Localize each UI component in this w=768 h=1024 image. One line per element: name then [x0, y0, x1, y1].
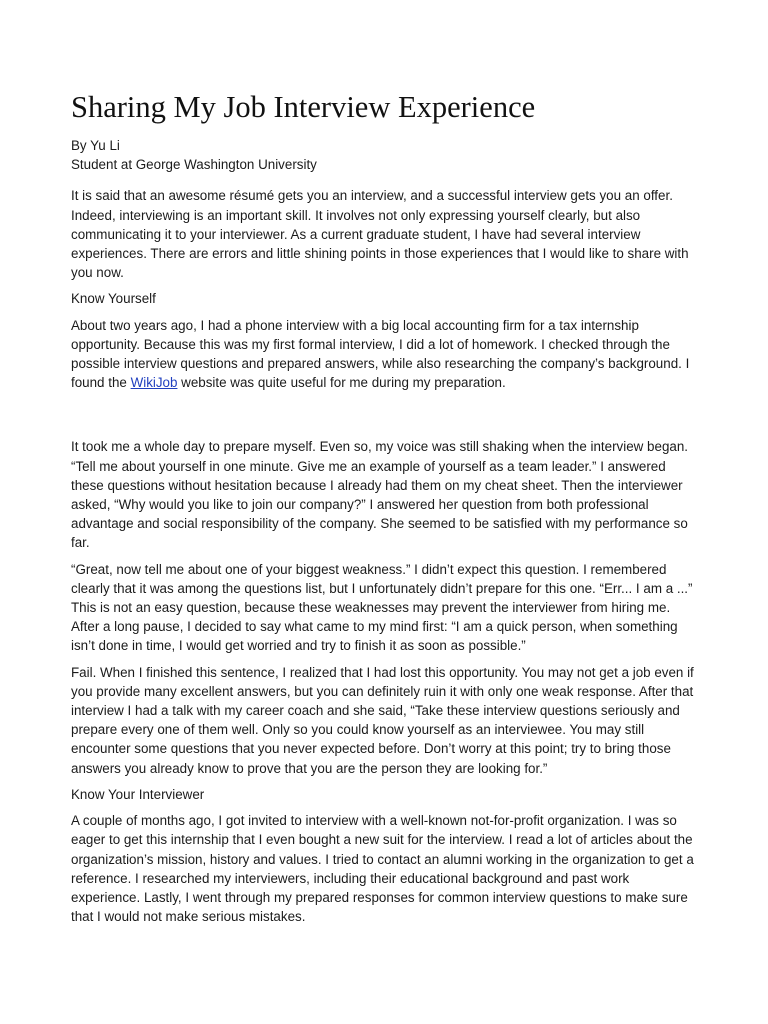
byline: [71, 136, 701, 174]
paragraph-text: About two years ago, I had a phone interview with a big local accounting firm for a tax internship opportunity. Because this was my first formal interview, I did a lot of homework. I checked through the possible interview questions and prepared answers, while also researching the company’s background. I found the: [71, 317, 690, 391]
paragraph-phone-interview: [71, 316, 701, 393]
intro-paragraph: It is said that an awesome résumé gets you an interview, and a successful interview gets you an offer. Indeed, interviewing is an important skill. It involves not only expressing yourself clearly, but also communicating it to your interviewer. As a current graduate student, I have had several interview experiences. There are errors and little shining points in those experiences that I would like to share with you now.: [71, 188, 689, 281]
paragraph-preparation: It took me a whole day to prepare myself. Even so, my voice was still shaking when the interview began. “Tell me about yourself in one minute. Give me an example of yourself as a team leader.” I answered these questions without hesitation because I already had them on my cheat sheet. Then the interviewer asked, “Why would you like to join our company?” I answered her question from both professional advantage and social responsibility of the company. She seemed to be satisfied with my performance so far.: [71, 439, 689, 551]
author-affiliation: Student at George Washington University: [71, 157, 317, 173]
wikijob-link[interactable]: WikiJob: [130, 375, 178, 391]
article-title: Sharing My Job Interview Experience: [71, 90, 536, 124]
paragraph-fail: Fail. When I finished this sentence, I realized that I had lost this opportunity. You may not get a job even if you provide many excellent answers, but you can definitely ruin it with only one weak response. After that interview I had a talk with my career coach and she said, “Take these interview questions seriously and prepare every one of them well. Only so you could know yourself as an interviewee. You may still encounter some questions that you never expected before. Don’t worry at this point; try to bring those answers you already know to prove that you are the person they are looking for.”: [71, 664, 694, 776]
section-heading-know-your-interviewer: Know Your Interviewer: [71, 786, 205, 802]
blank-space: [71, 399, 701, 437]
paragraph-weakness-question: “Great, now tell me about one of your biggest weakness.” I didn’t expect this question. I remembered clearly that it was among the questions list, but I unfortunately didn’t prepare for this one. “Err... I am a ...” This is not an easy question, because these weaknesses may prevent the interviewer from hiring me. After a long pause, I decided to say what came to my mind first: “I am a quick person, when something isn’t done in time, I would get worried and try to finish it as soon as possible.”: [71, 561, 693, 654]
section-heading-know-yourself: Know Yourself: [71, 291, 156, 307]
author-name: By Yu Li: [71, 138, 120, 153]
paragraph-nonprofit-interview: A couple of months ago, I got invited to interview with a well-known not-for-profit organization. I was so eager to get this internship that I even bought a new suit for the interview. I read a lot of articles about the organization’s mission, history and values. I tried to contact an alumni working in the organization to get a reference. I researched my interviewers, including their educational background and past work experience. Lastly, I went through my prepared responses for common interview questions to make sure that I would not make serious mistakes.: [71, 813, 694, 925]
document-page: [71, 86, 701, 933]
paragraph-text: website was quite useful for me during my preparation.: [177, 375, 506, 391]
